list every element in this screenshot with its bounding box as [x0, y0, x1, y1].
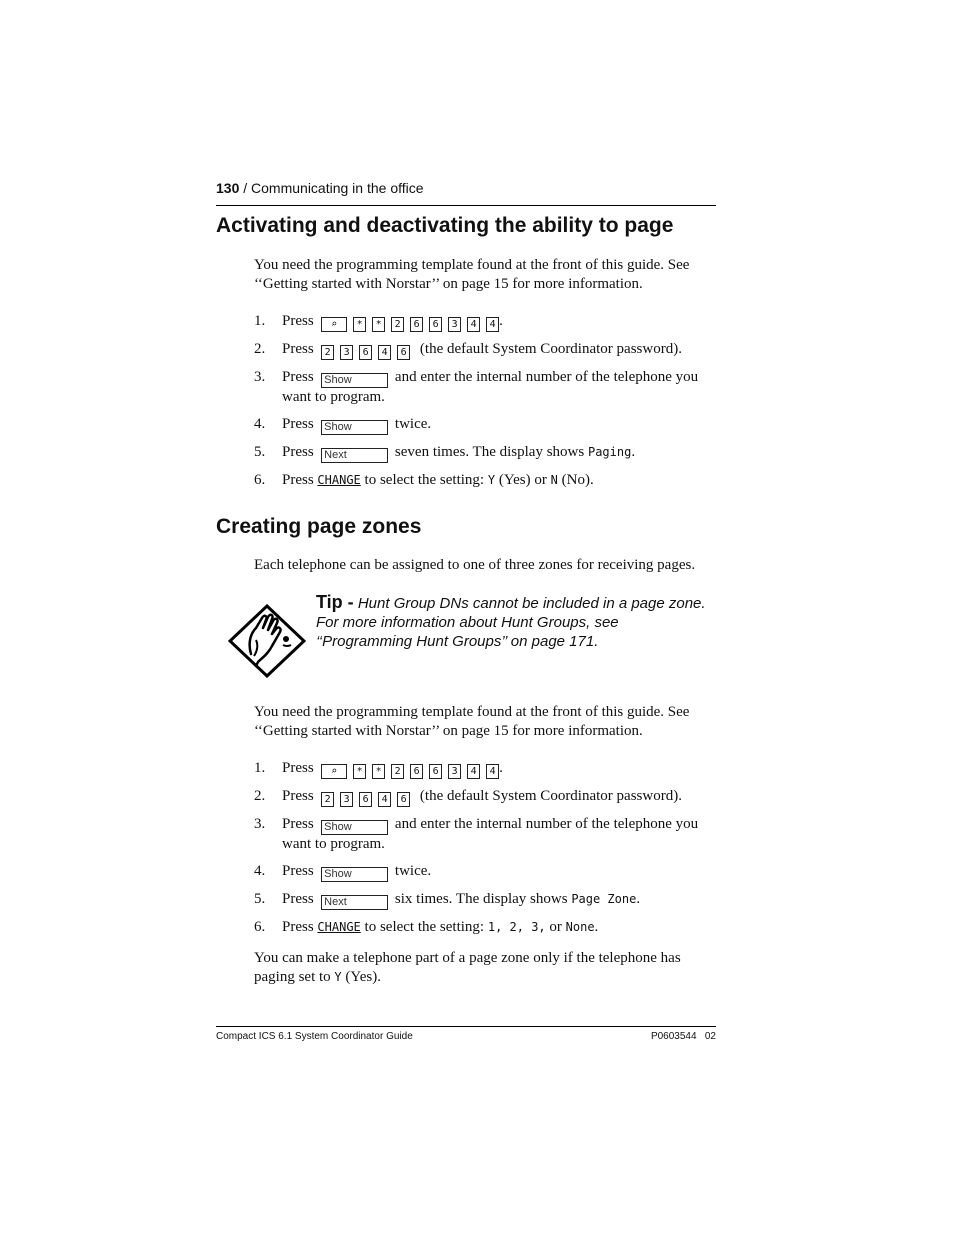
section2-intro-2: You need the programming template found at the front of this guide. See ‘‘Getting started with Norstar’’ on page 15 for more information. [254, 704, 690, 739]
dial-key[interactable]: 6 [429, 764, 442, 779]
header-rule [216, 205, 716, 206]
dial-key[interactable]: 6 [359, 792, 372, 807]
option-yes: Y [487, 473, 496, 487]
dial-key[interactable]: * [353, 317, 366, 332]
running-header [216, 180, 424, 196]
dial-key[interactable]: 4 [486, 764, 499, 779]
dial-key[interactable]: * [372, 764, 385, 779]
show-softkey[interactable]: Show [321, 420, 388, 435]
option-no: N [550, 473, 558, 487]
display-text: Paging [587, 445, 632, 459]
header-section: / Communicating in the office [243, 180, 424, 196]
section1-intro: You need the programming template found at the front of this guide. See ‘‘Getting started with Norstar’’ on page 15 for more information. [254, 257, 690, 292]
dial-key[interactable]: 4 [486, 317, 499, 332]
tip-text: Hunt Group DNs cannot be included in a page zone. For more information about Hunt Groups, see ‘‘Programming Hunt Groups’’ on page 171. [316, 595, 706, 650]
dial-key[interactable]: 2 [391, 764, 404, 779]
show-softkey[interactable]: Show [321, 373, 388, 388]
change-display-key[interactable]: CHANGE [317, 920, 361, 934]
dial-key[interactable]: 6 [397, 792, 410, 807]
dial-key[interactable]: 6 [397, 345, 410, 360]
page-number: 130 [216, 180, 240, 196]
dial-key[interactable]: 2 [391, 317, 404, 332]
option-yes: Y [334, 970, 342, 984]
dial-key[interactable]: 6 [359, 345, 372, 360]
show-softkey[interactable]: Show [321, 820, 388, 835]
footer-guide-title: Compact ICS 6.1 System Coordinator Guide [216, 1031, 413, 1042]
footer-doc-number: P0603544 02 [650, 1031, 716, 1042]
dial-key[interactable]: 4 [467, 317, 480, 332]
dial-key[interactable]: 6 [410, 317, 423, 332]
feature-key[interactable]: ⌕ [321, 764, 347, 779]
feature-key[interactable]: ⌕ [321, 317, 347, 332]
tip-callout [316, 593, 716, 651]
next-softkey[interactable]: Next [321, 895, 388, 910]
closing-paragraph: You can make a telephone part of a page zone only if the telephone has paging set to Y (Yes). [254, 950, 681, 985]
dial-key[interactable]: 3 [448, 317, 461, 332]
tip-hand-icon [228, 604, 306, 678]
section-title-activating: Activating and deactivating the ability to page [216, 214, 674, 237]
dial-key[interactable]: 2 [321, 345, 334, 360]
dial-key[interactable]: * [353, 764, 366, 779]
dial-key[interactable]: 3 [448, 764, 461, 779]
option-none: None [565, 920, 595, 934]
dial-key[interactable]: * [372, 317, 385, 332]
dial-key[interactable]: 2 [321, 792, 334, 807]
footer-rule [216, 1026, 716, 1027]
tip-label: Tip - [316, 592, 354, 612]
dial-key[interactable]: 3 [340, 345, 353, 360]
dial-key[interactable]: 6 [429, 317, 442, 332]
next-softkey[interactable]: Next [321, 448, 388, 463]
dial-key[interactable]: 4 [467, 764, 480, 779]
zone-options: 1, 2, 3, [487, 920, 546, 934]
display-text: Page Zone [571, 892, 637, 906]
dial-key[interactable]: 4 [378, 792, 391, 807]
section2-intro: Each telephone can be assigned to one of three zones for receiving pages. [254, 557, 696, 573]
dial-key[interactable]: 6 [410, 764, 423, 779]
change-display-key[interactable]: CHANGE [317, 473, 361, 487]
section-title-creating-zones: Creating page zones [216, 515, 422, 538]
dial-key[interactable]: 4 [378, 345, 391, 360]
dial-key[interactable]: 3 [340, 792, 353, 807]
show-softkey[interactable]: Show [321, 867, 388, 882]
